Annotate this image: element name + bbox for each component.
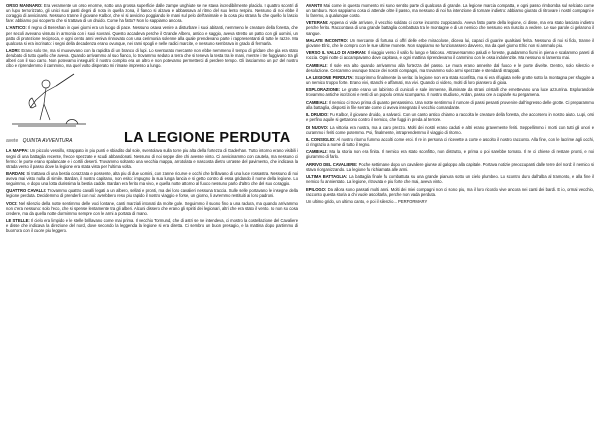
paragraph	[6, 25, 298, 45]
paragraph-text: Appena ci vide arrivare, il vecchio soldato ci corse incontro zoppicando. Aveva fatto parte della legione, ci disse, ma era stato lasciato indietro perche ferito. Raccontava di una grande battaglia combattuta tra le montagne e di un nemico che nessuno era riuscito a vedere. Le sue parole ci gelarono il sangue.	[306, 20, 594, 36]
paragraph-text: Mai come in questo momento mi sono sentito parte di qualcosa di grande. La legione marcia compatta, e ogni passo rimbomba sul selciato come un tamburo. Non sappiamo cosa ci attende oltre il passo, ma nessuno di noi ha intenzione di tornare indietro: abbiamo giurato di ritrovare i nostri compagni e lo faremo, a qualunque costo.	[306, 3, 594, 19]
paragraph-text: Erano solo tre, ma si muovevano con la rapidita di un branco di lupi. Lo sventurato mercante non ebbe nemmeno il tempo di gridare che gia era stato derubato di tutto quello che aveva. Quando arrivammo al suo fianco, lo trovammo seduto a terra che si teneva la testa tra le mani, mentre i tre fuggivano tra gli alberi con il suo carro. Non potevamo inseguirli: il nostro compito era un altro e non potevamo permetterci di perdere tempo. Gli lasciammo un po' del nostro cibo e riprendemmo il cammino, ma quel volto disperato mi rimase impresso a lungo.	[6, 47, 298, 69]
paragraph-lead: MALATE INCONTRO:	[306, 37, 349, 43]
left-bottom-text	[6, 148, 298, 233]
paragraph-lead: LE STELLE:	[6, 218, 30, 224]
paragraph	[306, 199, 594, 204]
paragraph	[306, 75, 594, 85]
adventure-label	[6, 138, 72, 144]
paragraph	[306, 87, 594, 97]
paragraph	[306, 125, 594, 135]
paragraph-text: Un mercante di fortuna ci offri delle erbe miracolose, diceva lui, capaci di guarire qualsiasi ferita. Nessuno di noi si fido, tranne il giovane Elric, che le compro con le sue ultime monete. Non sappiamo se funzionassero davvero, ma da quel giorno Elric non si ammalo piu.	[306, 37, 594, 48]
paragraph-lead: VERSO IL VALLO DI ASHRAN:	[306, 50, 367, 56]
paragraph	[306, 112, 594, 122]
adventure-number: QUINTA AVVENTURA	[22, 138, 73, 145]
paragraph	[6, 188, 298, 198]
right-column	[306, 3, 594, 421]
paragraph	[306, 149, 594, 159]
paragraph-text: Si trattava di una bestia corazzata e possente, alta piu di due uomini, con zanne ricurve e occhi che brillavano di una luce rossastra. Nessuno di noi aveva mai visto nulla di simile. Bardan, il nostro capitano, non esito: impugno la sua lunga lancia e si getto contro di essa gridando il nome della legione. Lo seguimmo, e dopo una lotta durissima la bestia cadde. Bardan era ferito ma vivo, e quella notte attorno al fuoco nessuno parlo d'altro che del suo coraggio.	[6, 170, 298, 187]
paragraph-lead: L'ANTICO:	[6, 25, 27, 31]
paragraph-text: Trovammo quattro cavalli legati a un albero, sellati e pronti, ma dei loro cavalieri nessuna traccia. Sulle selle portavano le insegne della legione perduta. Decidemmo di prenderli con noi: avrebbero reso piu rapido il nostro viaggio e forse, un giorno, li avremmo restituiti ai loro padroni.	[6, 188, 298, 199]
paragraph	[306, 50, 594, 60]
paragraph	[6, 218, 298, 233]
paragraph	[6, 48, 298, 68]
paragraph-text: La vittoria era nostra, ma a caro prezzo. Molti dei nostri erano caduti e altri erano gravemente feriti. Seppellimmo i morti con tutti gli onori e curammo i feriti come potemmo. Poi, finalmente, intraprendemmo il viaggio di ritorno.	[306, 124, 594, 135]
paragraph	[306, 162, 594, 172]
paragraph-lead: IL CONSIGLIO:	[306, 137, 336, 142]
paragraph-text: Il cielo era limpido e le stelle brillavano come mai prima. Il vecchio Tormund, che di astri se ne intendeva, ci mostro la costellazione del Cavaliere e disse che indicava la direzione del nord, dove secondo la leggenda la legione si era diretta. Ci sembro un buon presagio, e la mattina dopo partimmo di buon'ora con il cuore piu leggero.	[6, 218, 298, 234]
paragraph-text: Il sole era alto quando arrivammo alla fortezza del passo. Le mura erano annerite dal fuoco e le porte divelte. Dentro, solo silenzio e desolazione. Cercammo ovunque tracce dei nostri compagni, ma trovammo solo armi spezzate e stendardi strappati.	[306, 62, 594, 73]
adventure-marker: avete	[6, 138, 19, 145]
paragraph	[6, 201, 298, 216]
paragraph-text: Scoprimmo finalmente la verita: la legione non era stata sconfitta, ma si era rifugiata nelle grotte sotto la montagna per sfuggire a un nemico troppo forte. Erano vivi, stanchi e affamati, ma vivi. Quando ci videro, molti di loro piansero di gioia.	[306, 75, 594, 86]
paragraph-text: Un ultimo grido, un ultimo canto, e poi il silenzio... PERFORMARY	[306, 198, 428, 204]
paragraph-lead: LADRI:	[6, 47, 21, 53]
paragraph-lead: BARDAN:	[6, 170, 26, 176]
left-top-text	[6, 3, 298, 68]
paragraph	[6, 171, 298, 186]
paragraph-lead: EPILOGO:	[306, 186, 327, 192]
paragraph-text: Ma la storia non era finita. Il nemico era stato sconfitto, non distrutto, e prima o poi sarebbe tornato. Il re ci chiese di restare pronti, e noi giurammo di farlo.	[306, 149, 594, 160]
right-text	[306, 3, 594, 204]
paragraph	[6, 3, 298, 23]
paragraph-lead: LA MAPPA:	[6, 148, 29, 154]
main-title: LA LEGIONE PERDUTA	[124, 130, 291, 147]
title-row	[6, 128, 298, 146]
paragraph	[306, 20, 594, 35]
paragraph-lead: CAMBIALI:	[306, 99, 328, 105]
paragraph-text: Poche settimane dopo un cavaliere giunse al galoppo alla capitale. Portava notizie preoccupanti dalle terre del nord: il nemico si stava riorganizzando. La legione fu richiamata alle armi.	[306, 161, 594, 172]
paragraph-lead: ARRIVO DEL CAVALIERE:	[306, 161, 358, 167]
paragraph-text: Nel silenzio della notte sentimmo delle voci lontane, canti marziali intonati da molte gole. Seguimmo il suono fino a una radura, ma quando arrivammo non c'era nessuno: solo l'eco, che si spense lentamente tra gli alberi. Alcuni dissero che erano gli spiriti dei legionari, altri che era stato il vento. Io non so cosa credere, ma da quella notte dormimmo sempre con le armi a portata di mano.	[6, 200, 298, 216]
paragraph	[306, 187, 594, 197]
paragraph-lead: QUATTRO CAVALLI:	[6, 188, 47, 194]
paragraph-lead: LA LEGIONE PERDUTA:	[306, 75, 354, 81]
paragraph-text: Al nostro ritorno fummo accolti come eroi. Il re in persona ci ricevette a corte e ascolto il nostro racconto. Alla fine, con le lacrime agli occhi, ci ringrazio a nome di tutto il regno.	[306, 137, 594, 148]
paragraph-text: Il nemico ci trovo prima di quanto pensassimo. Una notte sentimmo il rumore di passi pesanti provenire dall'ingresso delle grotte. Ci preparammo alla battaglia, disposti in file serrate come ci aveva insegnato il vecchio comandante.	[306, 99, 594, 110]
paragraph	[306, 137, 594, 147]
paragraph-text: La battaglia finale fu combattuta su una grande pianura sotto un cielo plumbeo. Lo scontro duro dall'alba al tramonto, e alla fine il nemico fu annientato. La legione, ritrovata e piu forte che mai, aveva vinto.	[306, 174, 594, 185]
paragraph-text: Fu Kalbor, il giovane druido, a salvarci. Con un canto antico chiamo a raccolta le creature della foresta, che accorsero in nostro aiuto. Lupi, orsi e perfino aquile si gettarono contro il nemico, che fuggi in preda al terrore.	[306, 112, 594, 123]
paragraph-lead: IL DRUIDO:	[306, 112, 329, 118]
title-block	[6, 70, 298, 146]
paragraph-text: Il viaggio verso il vallo fu lungo e faticoso. Attraversammo paludi e foreste, guadammo fiumi in piena e scalammo pareti di roccia. Ogni notte ci accampavamo dove capitava, e ogni mattina riprendevamo il cammino con le ossa indolenzite. Ma nessuno si lamento mai.	[306, 50, 594, 61]
paragraph	[306, 38, 594, 48]
left-column	[6, 3, 298, 421]
paragraph-lead: VETERANI:	[306, 20, 329, 26]
paragraph-lead: ORSO MANNARO:	[6, 3, 43, 8]
paragraph-text: Da allora sono passati molti anni. Molti dei miei compagni non ci sono piu, ma il loro ricordo vive ancora nei canti dei bardi. E io, ormai vecchio, racconto questa storia a chi vuole ascoltarla, perche non vada perduta.	[306, 186, 594, 197]
paragraph-lead: ULTIMA BATTAGLIA:	[306, 174, 348, 180]
paragraph-lead: AVANTI!	[306, 3, 323, 8]
paragraph	[306, 174, 594, 184]
paragraph-text: Il regno di Bereshan in quei giorni era un luogo di pace. Nessuno osava venire a disturbare i suoi abitanti, nemmeno le creature della foresta, che per secoli avevano vissuto in armonia con i suoi sovrani. Questo accadeva perche il Grande Albero, antico e saggio, aveva stretto un patto con gli uomini, un patto di protezione reciproca, e ogni cento anni veniva rinnovato con una cerimonia solenne alla quale prendevano parte i rappresentanti di tutte le razze. Ma qualcosa si era incrinato: i segni della decadenza erano ovunque, nei rami spogli e nelle radici marcite, e nessuno sembrava in grado di fermarla.	[6, 25, 298, 46]
paragraph	[306, 63, 594, 73]
paragraph-lead: VOCI:	[6, 200, 18, 206]
paragraph	[306, 3, 594, 18]
paragraph	[306, 100, 594, 110]
paragraph-text: Un piccolo vessillo, strappato in piu punti e sbiadito dal sole, sventolava sulla torre piu alta della fortezza di Gaderhan. Tutto intorno erano visibili i segni di una battaglia recente, frecce spezzate e scudi abbandonati. Nessuno di noi seppe dire chi avesse vinto. Ci avvicinammo con cautela, ma nessuno ci fermo: le porte erano spalancate e i cortili deserti. Trovammo soltanto una vecchia mappa, arrotolata e nascosta dietro un'asse del pavimento, che indicava la strada verso il passo dove la legione era stata vista per l'ultima volta.	[6, 148, 298, 169]
paragraph	[6, 148, 298, 168]
paragraph-lead: ESPLORAZIONE:	[306, 87, 341, 93]
paragraph-lead: CAMBIALI:	[306, 62, 328, 68]
paragraph-text: Le grotte erano un labirinto di cunicoli e sale immense, illuminate da strani cristalli che emettevano una luce azzurrina. Esplorandole trovammo antiche iscrizioni e resti di un popolo ormai scomparso. Il nostro studioso, Ardan, passo ore a copiarle su pergamena.	[306, 87, 594, 98]
paragraph-lead: CAMBIALI:	[306, 149, 328, 155]
paragraph-lead: DI NUOVO:	[306, 124, 329, 130]
paragraph-text: Era veramente un orso enorme, sotto una grossa superficie dalle zampe unghiute se ne stava incredibilmente placido. I quattro scontri di un lupo terrorizzato, gli unici suoi pasti degni di nota in quella zona, il fianco si alzava e abbassava al ritmo del suo lento respiro. Nessuno di noi ebbe il coraggio di avvicinarsi. Nessuno tranne il giovane Kalbor, che vi si avvicino poggiando le mani sul pelo dell'animale e la cosa piu strana fu che quello lo lascio fare: abbiamo poi scoperto che si trattava di un druido. Come ha fatto? Non lo sappiamo ancora.	[6, 3, 298, 24]
